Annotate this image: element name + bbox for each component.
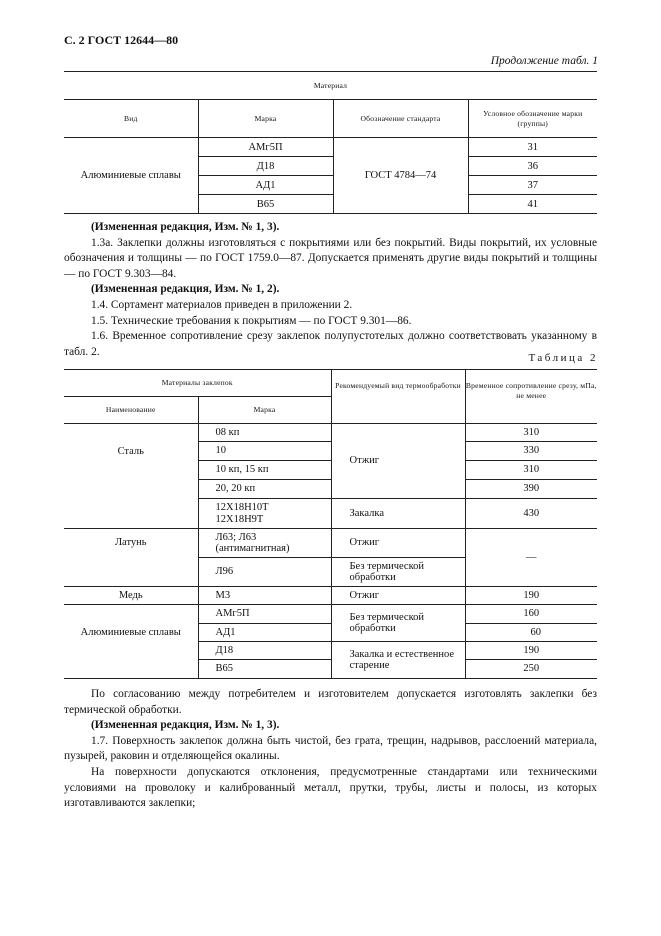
edit-note: (Измененная редакция, Изм. № 1, 3). — [91, 719, 280, 732]
rivet-strength-table — [64, 369, 597, 679]
marka-cell: АМг5П — [198, 605, 331, 624]
paragraph-1-6: 1.6. Временное сопротивление срезу заклепок полупустотелых должно соответствовать указанному в табл. 2. — [64, 330, 597, 358]
treatment-cell: Отжиг — [331, 587, 465, 605]
marka-line: 12Х18Н9Т — [215, 513, 264, 525]
table-2-caption: Таблица 2 — [528, 352, 598, 364]
marka-cell — [198, 499, 331, 529]
marka-cell: 10 — [198, 442, 331, 461]
strength-cell: 310 — [465, 424, 597, 442]
marka-cell: АД1 — [198, 624, 331, 642]
aluminium-name-cell: Алюминиевые сплавы — [64, 605, 198, 679]
col-standard-header: Обозначение стандарта — [333, 100, 468, 138]
table-continuation-label: Продолжение табл. 1 — [490, 55, 598, 67]
marka-cell: АМг5П — [198, 138, 333, 157]
materials-table-continued — [64, 71, 597, 214]
steel-name-cell: Сталь — [64, 424, 198, 529]
marka-cell: Л96 — [198, 558, 331, 587]
paragraph-1-5: 1.5. Технические требования к покрытиям — по ГОСТ 9.301—86. — [91, 314, 412, 327]
treatment-cell: Отжиг — [331, 424, 465, 499]
strength-cell: 310 — [465, 461, 597, 480]
treatment-cell: Без термической обработки — [331, 558, 465, 587]
paragraph-agreement: По согласованию между потребителем и изготовителем допускается изготовлять заклепки без термической обработки. — [64, 688, 597, 716]
strength-cell: 250 — [465, 660, 597, 679]
strength-cell: — — [465, 529, 597, 587]
col-code-header: Условное обозначение марки (группы) — [468, 100, 597, 138]
treatment-cell: Закалка и естественное старение — [331, 642, 465, 679]
strength-cell: 160 — [465, 605, 597, 624]
strength-cell: 330 — [465, 442, 597, 461]
col-vid-header: Вид — [64, 100, 198, 138]
edit-note: (Измененная редакция, Изм. № 1, 3). — [91, 221, 280, 233]
material-group-header: Материал — [64, 72, 597, 100]
treatment-cell: Закалка — [331, 499, 465, 529]
col-name-header: Наименование — [64, 397, 198, 424]
marka-cell: АД1 — [198, 176, 333, 195]
paragraph-1-4: 1.4. Сортамент материалов приведен в приложении 2. — [91, 298, 353, 311]
page-label: С. 2 ГОСТ 12644—80 — [64, 33, 179, 47]
marka-cell: 08 кп — [198, 424, 331, 442]
strength-cell: 190 — [465, 642, 597, 660]
col-treatment-header: Рекомендуемый вид термообработки — [331, 370, 465, 424]
code-cell: 41 — [468, 195, 597, 214]
strength-cell: 390 — [465, 480, 597, 499]
marka-cell: Д18 — [198, 157, 333, 176]
code-cell: 31 — [468, 138, 597, 157]
marka-cell: 20, 20 кп — [198, 480, 331, 499]
marka-line: 12Х18Н10Т — [215, 502, 269, 513]
treatment-cell: Отжиг — [331, 529, 465, 558]
treatment-cell: Без термической обработки — [331, 605, 465, 642]
strength-cell: 190 — [465, 587, 597, 605]
text-block-1 — [64, 220, 597, 360]
vid-cell: Алюминиевые сплавы — [64, 138, 198, 214]
rivet-materials-group-header: Материалы заклепок — [64, 370, 331, 397]
brass-name-cell: Латунь — [64, 529, 198, 587]
marka-cell: В65 — [198, 660, 331, 679]
standard-cell: ГОСТ 4784—74 — [333, 138, 468, 214]
code-cell: 36 — [468, 157, 597, 176]
marka-cell: Л63; Л63 (антимагнитная) — [198, 529, 331, 558]
marka-cell: 10 кп, 15 кп — [198, 461, 331, 480]
marka-cell: Д18 — [198, 642, 331, 660]
paragraph-surface: На поверхности допускаются отклонения, предусмотренные стандартами или техническими условиями на проволоку и калиброванный металл, прутки, трубы, листы и полосы, из которых изготавливаются заклепки; — [64, 765, 597, 810]
col-marka-header: Марка — [198, 100, 333, 138]
col-strength-header: Временное сопротивление срезу, мПа, не менее — [465, 370, 597, 424]
strength-cell: 60 — [465, 624, 597, 642]
marka-cell: В65 — [198, 195, 333, 214]
paragraph-1-3a: 1.3а. Заклепки должны изготовляться с покрытиями или без покрытий. Виды покрытий, их условные обозначения и толщины — по ГОСТ 1759.0—87. Допускается применять другие виды покрытий и толщины — по ГОСТ 9.303—84. — [64, 236, 597, 280]
col-marka-header: Марка — [198, 397, 331, 424]
marka-cell: М3 — [198, 587, 331, 605]
paragraph-1-7: 1.7. Поверхность заклепок должна быть чистой, без грата, трещин, надрывов, расслоений материала, пузырей, раковин и отделяющейся окалины. — [64, 734, 597, 763]
edit-note: (Измененная редакция, Изм. № 1, 2). — [91, 283, 280, 296]
copper-name-cell: Медь — [64, 587, 198, 605]
strength-cell: 430 — [465, 499, 597, 529]
text-block-2 — [64, 687, 597, 812]
code-cell: 37 — [468, 176, 597, 195]
